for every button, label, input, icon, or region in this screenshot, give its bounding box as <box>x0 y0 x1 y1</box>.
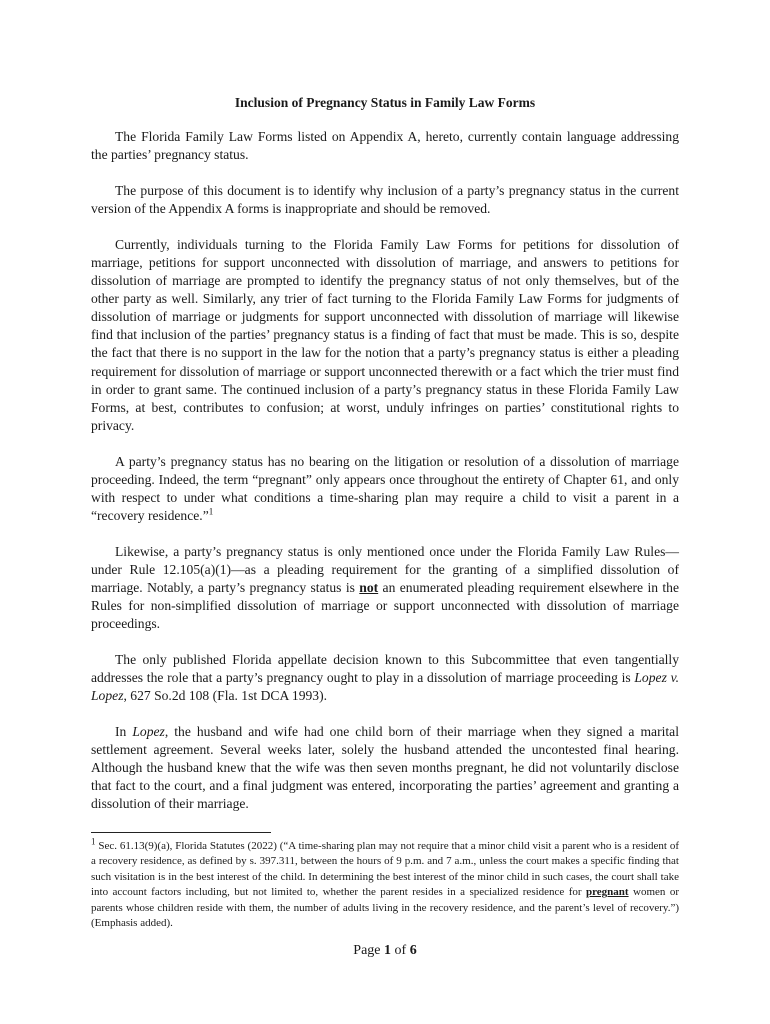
footnote-text-a: Sec. 61.13(9)(a), Florida Statutes (2022) (“A time-sharing plan may not require that a minor child visit a parent who is a resident of a recovery residence, as defined by s. 397.311, between the hours of 9 p.m. and 7 a.m., unless the court makes a specific finding that such visitation is in the best interest of the child. In determining the best interest of the minor child in such cases, the court shall take into account factors including, but not limited to, whether the parent resides in a specialized residence for <box>91 840 679 899</box>
page-number-footer <box>91 942 679 960</box>
paragraph-6-text-a: The only published Florida appellate decision known to this Subcommittee that even tangentially addresses the role that a party’s pregnancy ought to play in a dissolution of marriage proceeding is <box>91 652 679 686</box>
paragraph-7-text-b: , the husband and wife had one child born of their marriage when they signed a marital settlement agreement. Several weeks later, solely the husband attended the uncontested final hearing. Although the husband knew that the wife was then seven months pregnant, he did not voluntarily disclose that fact to the court, and a final judgment was entered, incorporating the parties’ agreement and granting a dissolution of their marriage. <box>91 724 679 812</box>
page-of-label: of <box>391 943 410 958</box>
footnote-number: 1 <box>91 836 96 847</box>
paragraph-3: Currently, individuals turning to the Florida Family Law Forms for petitions for dissolution of marriage, petitions for support unconnected with dissolution of marriage, and answers to petitions for dissolution of marriage are prompted to identify the pregnancy status of not only themselves, but of the other party as well. Similarly, any trier of fact turning to the Florida Family Law Forms for judgments of dissolution of marriage or judgments for support unconnected with dissolution of marriage will likewise find that inclusion of the parties’ pregnancy status is a finding of fact that must be made. This is so, despite the fact that there is no support in the law for the notion that a party’s pregnancy status is either a pleading requirement for dissolution of marriage or support unconnected therewith or a fact which the trier must find in order to grant same. The continued inclusion of a party’s pregnancy status in these Florida Family Law Forms, at best, contributes to confusion; at worst, unduly infringes on parties’ constitutional rights to privacy. <box>91 237 679 433</box>
paragraph-4-text: A party’s pregnancy status has no bearing on the litigation or resolution of a dissolution of marriage proceeding. Indeed, the term “pregnant” only appears once throughout the entirety of Chapter 61, and only with respect to under what conditions a time-sharing plan may require a child to visit a parent in a “recovery residence.” <box>91 453 679 523</box>
page-current: 1 <box>384 943 392 958</box>
paragraph-7-text-a: In <box>115 724 133 740</box>
case-name-lopez: Lopez <box>132 724 165 740</box>
paragraph-6 <box>91 651 679 705</box>
document-title: Inclusion of Pregnancy Status in Family Law Forms <box>234 95 536 110</box>
paragraph-5-text-a: Likewise, a party’s pregnancy status is only mentioned once under the Florida Family Law Rules—under Rule 12.105(a)(1)—as a pleading requirement for the granting of a simplified dissolution of marriage. Notably, a party’s pregnancy status is <box>91 543 679 595</box>
paragraph-5 <box>91 543 679 633</box>
paragraph-4 <box>91 453 679 525</box>
footnote-divider <box>91 832 271 833</box>
page-label: Page <box>353 943 385 958</box>
case-citation-lopez-v-lopez: Lopez v. Lopez <box>91 670 679 704</box>
footnote-text-b: women or parents whose children reside with them, the number of adults living in the recovery residence, and the parent’s level of recovery.”) (Emphasis added). <box>91 886 679 930</box>
emphasis-pregnant: pregnant <box>586 886 629 899</box>
footnote-1 <box>91 836 679 931</box>
document-body <box>91 128 679 832</box>
paragraph-5-text-b: an enumerated pleading requirement elsewhere in the Rules for non-simplified dissolution of marriage or support unconnected with dissolution of marriage proceedings. <box>91 579 679 632</box>
paragraph-6-text-b: , 627 So.2d 108 (Fla. 1st DCA 1993). <box>123 688 328 704</box>
page-total: 6 <box>409 943 417 958</box>
paragraph-1: The Florida Family Law Forms listed on Appendix A, hereto, currently contain language addressing the parties’ pregnancy status. <box>91 129 679 163</box>
paragraph-2: The purpose of this document is to identify why inclusion of a party’s pregnancy status in the current version of the Appendix A forms is inappropriate and should be removed. <box>91 183 679 217</box>
paragraph-7 <box>91 723 679 813</box>
footnote-reference-1: 1 <box>208 506 214 517</box>
emphasis-not: not <box>359 579 379 595</box>
